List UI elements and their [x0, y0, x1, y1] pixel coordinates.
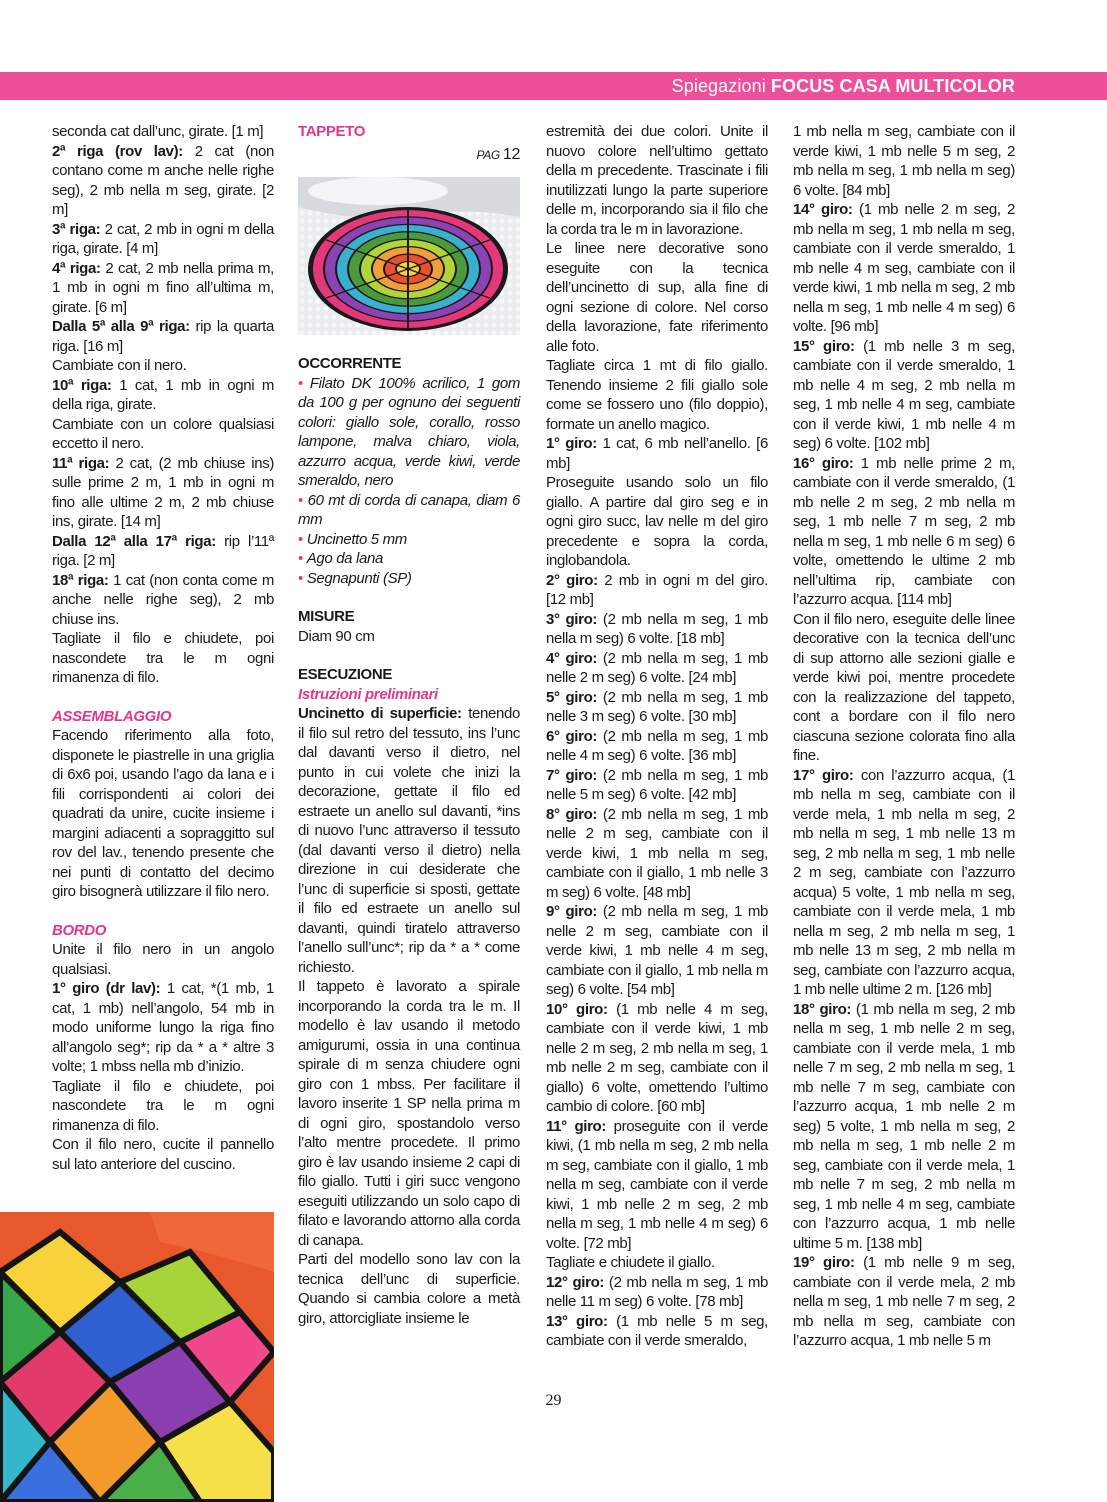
col3-step-label: 10° giro:	[546, 1000, 608, 1018]
esecuzione-paragraphs	[298, 704, 520, 1328]
material-item: • Uncinetto 5 mm	[298, 530, 407, 548]
column-1	[52, 122, 274, 1174]
col3-step-label: 9° giro:	[546, 903, 598, 920]
col1-paragraphs	[52, 122, 274, 688]
running-header	[672, 75, 1015, 97]
col4-paragraph: 14° giro: (1 mb nelle 2 m seg, 2 mb nella m seg, 1 mb nella m seg, cambiate con il verde smeraldo, 1 mb nelle 4 m seg, cambiate con il verde kiwi, 1 mb nella m seg, 2 mb nella m seg, 1 mb nelle 4 m seg) 6 volte. [96 mb]	[793, 201, 1015, 335]
page-reference-number: 12	[502, 145, 520, 163]
col3-step-label: 7° giro:	[546, 766, 598, 784]
col1-paragraph: 2ª riga (rov lav): 2 cat (non contano come m anche nelle righe seg), 2 mb nella m seg, girate. [2 m]	[52, 142, 274, 218]
esecuzione-step-label: Uncinetto di superficie:	[298, 705, 462, 722]
col4-step-label: 17° giro:	[793, 766, 854, 784]
page-number: 29	[545, 1392, 562, 1409]
col4-paragraph: 17° giro: con l’azzurro acqua, (1 mb nella m seg, cambiate con il verde mela, 1 mb nella m seg, 2 mb nella m seg, 1 mb nelle 13 m seg, 2 mb nella m seg, 1 mb nelle 2 m seg, cambiate con l’azzurro acqua) 5 volte, 1 mb nella m seg, cambiate con il verde mela, 1 mb nella m seg, 2 mb nella m seg, 1 mb nelle 13 m seg, 2 mb nella m seg, cambiate con l’azzurro acqua, 1 mb nelle ultime 2 m. [126 mb]	[793, 766, 1016, 998]
col3-paragraph: Le linee nere decorative sono eseguite con la tecnica dell’uncinetto di sup, alla fine di ogni sezione di colore. Nel corso della lavorazione, fate riferimento alle foto.	[546, 240, 768, 355]
col3-step-label: 11° giro:	[546, 1117, 607, 1135]
col4-paragraph: 18° giro: (1 mb nella m seg, 2 mb nella m seg, 1 mb nelle 2 m seg, cambiate con il verde mela, 1 mb nelle 7 m seg, 2 mb nella m seg, 1 mb nelle 7 m seg, cambiate con l’azzurro acqua, 1 mb nelle 2 m seg) 5 volte, 1 mb nella m seg, 2 mb nella m seg, 1 mb nelle 2 m seg, cambiate con il verde mela, 1 mb nelle 7 m seg, 2 mb nella m seg, 1 mb nelle 4 m seg, cambiate con l’azzurro acqua, 1 mb nelle ultime 5 m. [138 mb]	[793, 1000, 1016, 1252]
col1-paragraph: Dalla 5ª alla 9ª riga: rip la quarta riga. [16 m]	[52, 318, 274, 355]
col3-paragraph: 7° giro: (2 mb nella m seg, 1 mb nelle 5 m seg) 6 volte. [42 mb]	[546, 766, 768, 803]
occorrente-heading: OCCORRENTE	[298, 355, 402, 372]
bullet-icon: •	[298, 530, 307, 548]
col1-step-label: 2ª riga (rov lav):	[52, 142, 183, 160]
col1-step-label: 11ª riga:	[52, 454, 110, 472]
col3-paragraph: Tagliate e chiudete il giallo.	[546, 1254, 715, 1271]
col3-paragraph: 1° giro: 1 cat, 6 mb nell’anello. [6 mb]	[546, 435, 768, 472]
material-item: • 60 mt di corda di canapa, diam 6 mm	[298, 491, 520, 528]
col4-paragraphs	[793, 122, 1015, 1351]
col3-paragraph: Tagliate circa 1 mt di filo giallo. Tenendo insieme 2 fili giallo sole come se fossero uno (filo doppio), formate un anello magico.	[546, 357, 768, 433]
rug-photo	[298, 177, 520, 335]
col3-step-label: 13° giro:	[546, 1312, 608, 1330]
bordo-heading: BORDO	[52, 921, 107, 939]
bullet-icon: •	[298, 569, 307, 587]
esecuzione-paragraph: Uncinetto di superficie: tenendo il filo sul retro del tessuto, ins l’unc dal davanti verso il dietro, nel punto in cui volete che inizi la decorazione, gettate il filo ed estraete un anello sul davanti, *ins di nuovo l’unc attraverso il tessuto (dal davanti verso il dietro) nella direzione in cui desiderate che l’unc di superficie si sposti, gettate il filo ed estraete un anello sul davanti, quindi tiratelo attraverso l’anello sull’unc*; rip da * a * come richiesto.	[298, 705, 520, 976]
col3-step-label: 6° giro:	[546, 727, 598, 745]
material-item: • Filato DK 100% acrilico, 1 gom da 100 g per ognuno dei seguenti colori: giallo sole, corallo, rosso lampone, malva chiaro, viola, azzurro acqua, verde kiwi, verde smeraldo, nero	[298, 374, 520, 489]
bullet-icon: •	[298, 491, 308, 509]
col1-step-label: Dalla 12ª alla 17ª riga:	[52, 532, 216, 550]
col3-paragraph: 6° giro: (2 mb nella m seg, 1 mb nelle 4 m seg) 6 volte. [36 mb]	[546, 727, 768, 764]
col1-paragraph: Dalla 12ª alla 17ª riga: rip l’11ª riga. [2 m]	[52, 532, 274, 569]
col3-paragraph: 4° giro: (2 mb nella m seg, 1 mb nelle 2 m seg) 6 volte. [24 mb]	[546, 649, 768, 686]
col4-step-label: 18° giro:	[793, 1000, 852, 1018]
col1-step-label: 3ª riga:	[52, 220, 101, 238]
col4-step-label: 16° giro:	[793, 454, 854, 472]
col3-step-label: 5° giro:	[546, 688, 598, 706]
col4-paragraph: 19° giro: (1 mb nelle 9 m seg, cambiate con il verde mela, 2 mb nella m seg, 1 mb nelle 7 m seg, 2 mb nella m seg, cambiate con l’azzurro acqua, 1 mb nelle 5 m	[793, 1254, 1015, 1349]
col4-paragraph: 15° giro: (1 mb nelle 3 m seg, cambiate con il verde smeraldo, 1 mb nelle 4 m seg, 2 mb nella m seg, 1 mb nelle 4 m seg, cambiate con il verde kiwi, 1 mb nelle 4 m seg) 6 volte. [102 mb]	[793, 337, 1015, 452]
col1-paragraph: 10ª riga: 1 cat, 1 mb in ogni m della riga, girate.	[52, 376, 274, 413]
col4-step-label: 14° giro:	[793, 201, 853, 218]
assemblaggio-heading: ASSEMBLAGGIO	[52, 707, 172, 725]
col3-paragraph: 11° giro: proseguite con il verde kiwi, (1 mb nella m seg, 2 mb nella m seg, cambiate con il giallo, 1 mb nella m seg, cambiate con il verde kiwi, 1 mb nelle 2 m seg, 2 mb nella m seg, 1 mb nelle 4 m seg) 6 volte. [72 mb]	[546, 1117, 768, 1252]
col1-paragraph: 4ª riga: 2 cat, 2 mb nella prima m, 1 mb in ogni m fino all’ultima m, girate. [6 m]	[52, 259, 274, 316]
col4-paragraph: Con il filo nero, eseguite delle linee decorative con la tecnica dell’unc di sup attorno alle sezioni gialle e verde kiwi poi, mentre procedete con la realizzazione del tappeto, cont a bordare con il filo nero ciascuna sezione colorata fino alla fine.	[793, 610, 1015, 764]
col3-step-label: 2° giro:	[546, 571, 598, 589]
bordo-paragraphs	[52, 940, 274, 1174]
col1-paragraph: 18ª riga: 1 cat (non conta come m anche nelle righe seg), 2 mb chiuse ins.	[52, 571, 274, 628]
bordo-paragraph: Tagliate il filo e chiudete, poi nascondete tra le m ogni rimanenza di filo.	[52, 1077, 274, 1134]
col4-step-label: 15° giro:	[793, 337, 855, 355]
col1-paragraph: Cambiate con il nero.	[52, 357, 187, 374]
occorrente-list	[298, 374, 520, 589]
col4-paragraph: 16° giro: 1 mb nelle prime 2 m, cambiate con il verde smeraldo, (1 mb nelle 2 m seg, 2 mb nella m seg, 1 mb nelle 7 m seg, 2 mb nella m seg, 1 mb nelle 6 m seg) 6 volte, omettendo le ultime 2 mb nell’ultima rip, cambiate con l’azzurro acqua. [114 mb]	[793, 454, 1015, 608]
misure-text: Diam 90 cm	[298, 627, 375, 645]
col3-paragraph: Proseguite usando solo un filo giallo. A partire dal giro seg e in ogni giro succ, lav nelle m del giro precedente e sopra la corda, inglobandola.	[546, 474, 768, 569]
col3-paragraph: 2° giro: 2 mb in ogni m del giro. [12 mb]	[546, 571, 768, 608]
col1-paragraph: Cambiate con un colore qualsiasi eccetto il nero.	[52, 415, 274, 452]
tappeto-heading: TAPPETO	[298, 123, 366, 140]
bullet-icon: •	[298, 374, 310, 392]
esecuzione-paragraph: Parti del modello sono lav con la tecnica dell’unc di superficie. Quando si cambia colore a metà giro, attorcigliate insieme le	[298, 1251, 520, 1327]
col3-step-label: 8° giro:	[546, 805, 598, 823]
page-reference	[298, 145, 520, 166]
column-4	[793, 122, 1015, 1351]
material-item: • Ago da lana	[298, 550, 383, 567]
esecuzione-heading: ESECUZIONE	[298, 666, 393, 683]
esecuzione-paragraph: Il tappeto è lavorato a spirale incorporando la corda tra le m. Il modello è lav usando il metodo amigurumi, ossia in una continua spirale di m senza chiudere ogni giro con 1 mbss. Per facilitare il lavoro inserite 1 SP nella prima m di ogni giro, spostandolo verso l’alto mentre procedete. Il primo giro è lav usando insieme 2 capi di filo giallo. Tutti i giri succ vengono eseguiti utilizzando un solo capo di filato e lavorando attorno alla corda di canapa.	[298, 978, 520, 1249]
material-item: • Segnapunti (SP)	[298, 569, 412, 587]
col3-step-label: 4° giro:	[546, 649, 598, 667]
col3-step-label: 3° giro:	[546, 610, 598, 628]
col3-paragraph: 5° giro: (2 mb nella m seg, 1 mb nelle 3 m seg) 6 volte. [30 mb]	[546, 688, 768, 725]
col1-step-label: 18ª riga:	[52, 571, 109, 589]
col3-paragraph: 3° giro: (2 mb nella m seg, 1 mb nella m seg) 6 volte. [18 mb]	[546, 610, 768, 647]
header-title: FOCUS CASA MULTICOLOR	[770, 76, 1015, 96]
col3-paragraph: estremità dei due colori. Unite il nuovo colore nell’ultimo gettato della m precedente. Trascinate i fili inutilizzati lungo la parte superiore delle m, incorporando sia il filo che la corda tra le m in lavorazione.	[546, 123, 768, 238]
bordo-paragraph: Con il filo nero, cucite il pannello sul lato anteriore del cuscino.	[52, 1136, 274, 1173]
col3-paragraph: 8° giro: (2 mb nella m seg, 1 mb nelle 2 m seg, cambiate con il verde kiwi, 1 mb nella m seg, cambiate con il giallo, 1 mb nelle 3 m seg) 6 volte. [48 mb]	[546, 805, 768, 901]
col1-paragraph: seconda cat dall’unc, girate. [1 m]	[52, 123, 264, 140]
col1-step-label: Dalla 5ª alla 9ª riga:	[52, 318, 190, 335]
col3-paragraphs	[546, 122, 768, 1351]
col3-step-label: 12° giro:	[546, 1273, 605, 1291]
esecuzione-subtitle: Istruzioni preliminari	[298, 685, 438, 703]
col3-paragraph: 9° giro: (2 mb nella m seg, 1 mb nelle 2 m seg, cambiate con il verde kiwi, 1 mb nelle 4 m seg, cambiate con il giallo, 1 mb nella m seg) 6 volte. [54 mb]	[546, 903, 768, 998]
header-section: Spiegazioni	[671, 76, 766, 96]
page-reference-label: PAG	[476, 147, 500, 162]
bordo-step-label: 1° giro (dr lav):	[52, 980, 161, 997]
bullet-icon: •	[298, 550, 307, 567]
col4-step-label: 19° giro:	[793, 1254, 855, 1271]
col3-paragraph: 10° giro: (1 mb nelle 4 m seg, cambiate con il verde kiwi, 1 mb nelle 2 m seg, 2 mb nella m seg, 1 mb nelle 2 m seg, cambiate con il giallo) 6 volte, omettendo l’ultimo cambio di colore. [60 mb]	[546, 1000, 768, 1115]
pillow-photo	[0, 1212, 274, 1502]
col1-paragraph: Tagliate il filo e chiudete, poi nascondete tra le m ogni rimanenza di filo.	[52, 630, 274, 686]
col3-paragraph: 12° giro: (2 mb nella m seg, 1 mb nelle 11 m seg) 6 volte. [78 mb]	[546, 1273, 769, 1310]
column-3	[546, 122, 768, 1351]
column-2	[298, 122, 520, 1328]
col3-step-label: 1° giro:	[546, 435, 597, 452]
col1-paragraph: 11ª riga: 2 cat, (2 mb chiuse ins) sulle prime 2 m, 1 mb in ogni m fino alle ultime 2 m, 2 mb chiuse ins, girate. [14 m]	[52, 454, 275, 530]
bordo-paragraph: 1° giro (dr lav): 1 cat, *(1 mb, 1 cat, 1 mb) nell’angolo, 54 mb in modo uniforme lungo la riga fino all’angolo seg*; rip da * a * altre 3 volte; 1 mbss nella mb d’inizio.	[52, 980, 274, 1075]
misure-heading: MISURE	[298, 608, 355, 625]
bordo-paragraph: Unite il filo nero in un angolo qualsiasi.	[52, 941, 274, 978]
col3-paragraph: 13° giro: (1 mb nelle 5 m seg, cambiate con il verde smeraldo,	[546, 1312, 768, 1349]
col1-paragraph: 3ª riga: 2 cat, 2 mb in ogni m della riga, girate. [4 m]	[52, 220, 274, 257]
col1-step-label: 10ª riga:	[52, 376, 112, 394]
col1-step-label: 4ª riga:	[52, 259, 101, 277]
col4-paragraph: 1 mb nella m seg, cambiate con il verde kiwi, 1 mb nelle 5 m seg, 2 mb nella m seg, 1 mb nella m seg) 6 volte. [84 mb]	[793, 123, 1015, 199]
assemblaggio-text: Facendo riferimento alla foto, disponete le piastrelle in una griglia di 6x6 poi, usando l’ago da lana e i fili corrispondenti ai colori dei quadrati da unire, cucite insieme i margini adiacenti a sopraggitto sul rov del lav., tenendo presente che nei punti di contatto del decimo giro bisognerà utilizzare il filo nero.	[52, 727, 274, 900]
